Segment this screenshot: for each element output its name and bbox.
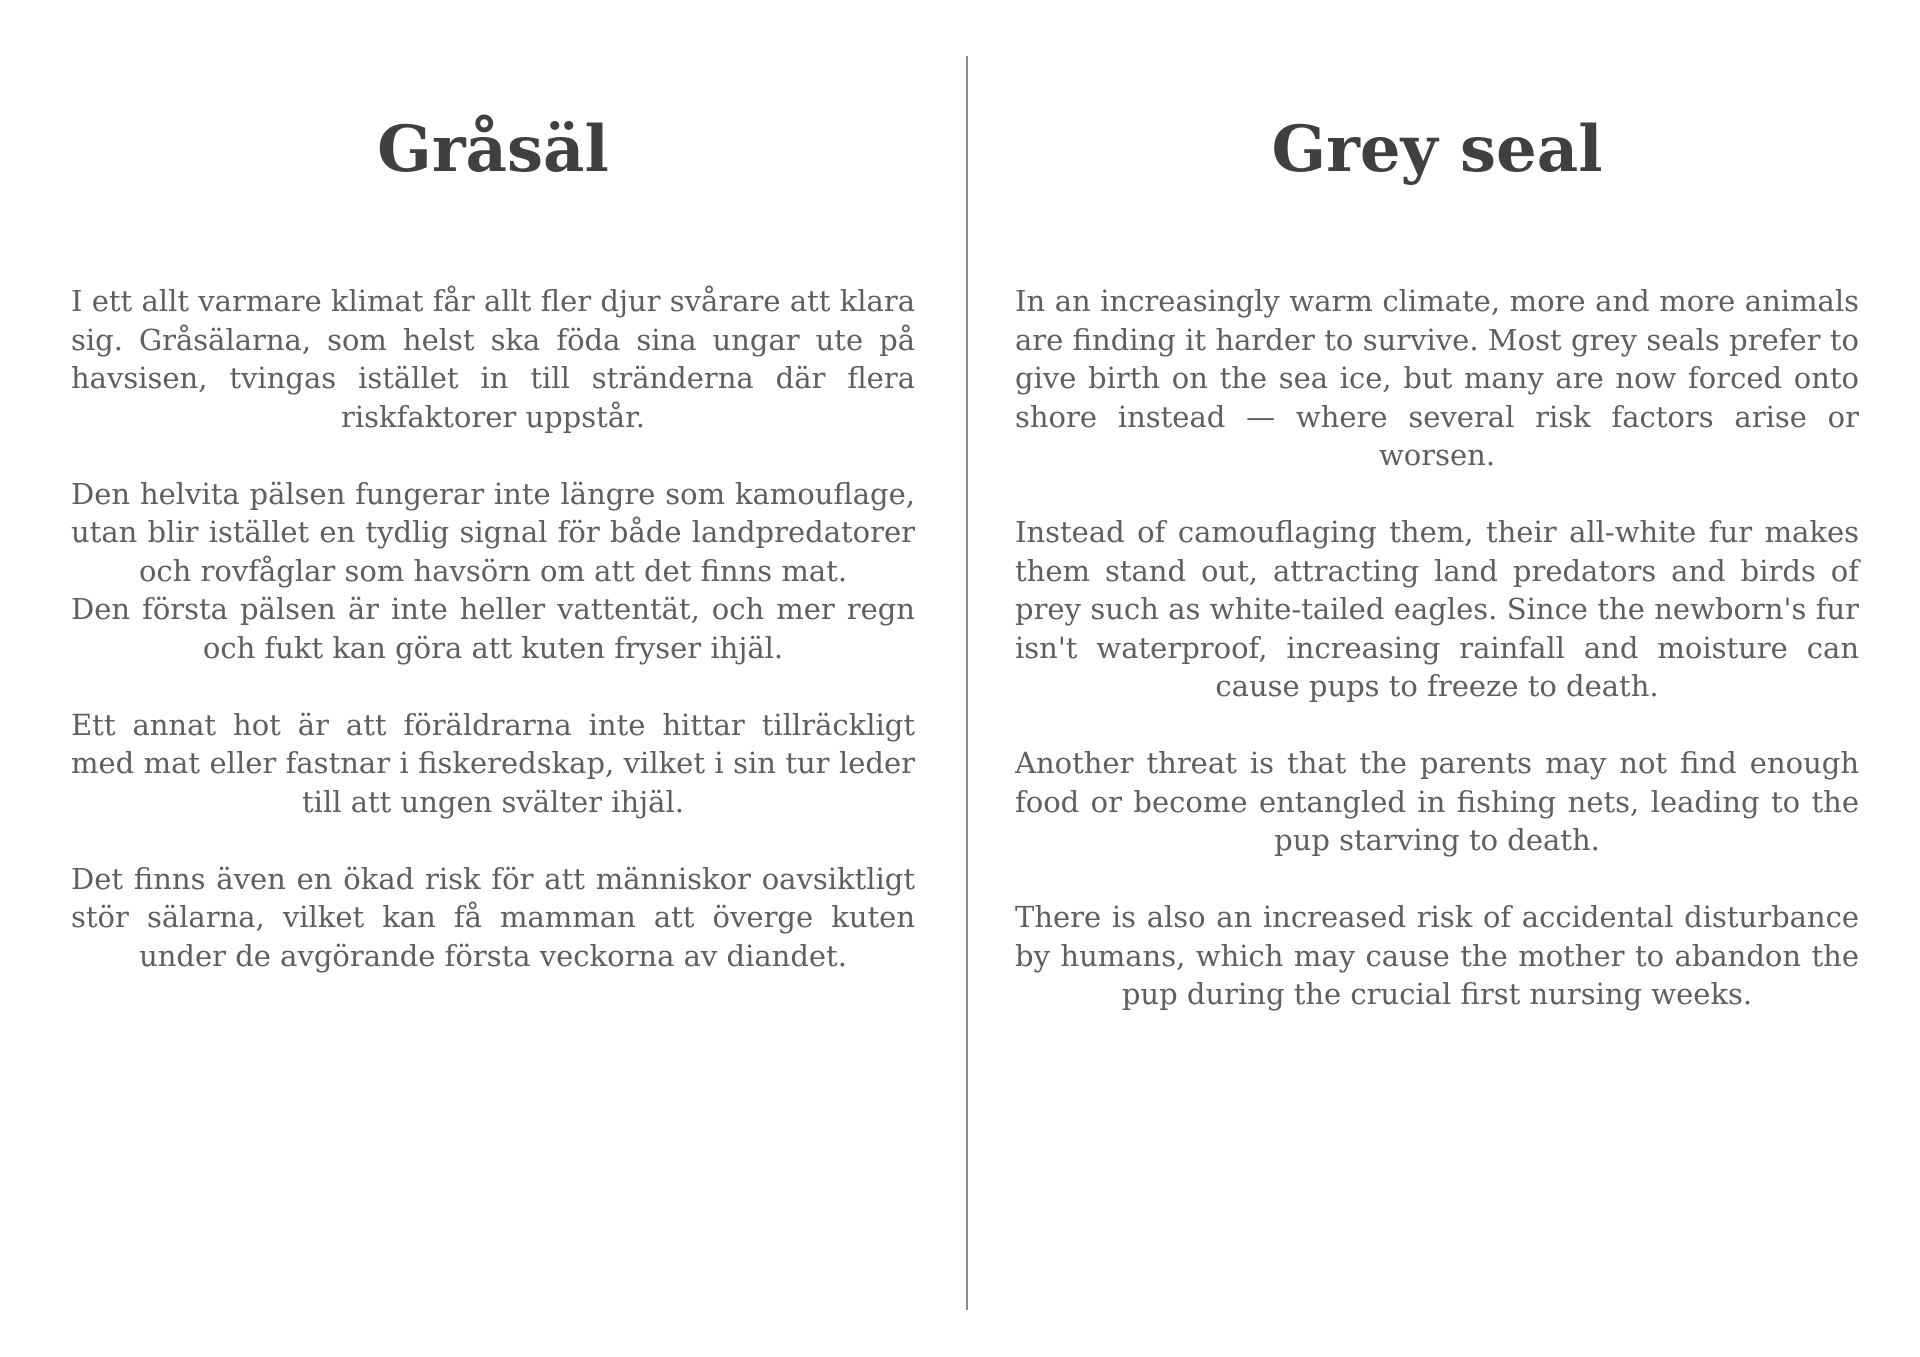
english-paragraph-2: Instead of camouflaging them, their all-white fur makes them stand out, attracting land predators and birds of prey such as white-tailed eagles. Since the newborn's fur isn't waterproof, increasing rainfall and moisture can cause pups to freeze to death. [1015,515,1859,703]
swedish-paragraph-1: I ett allt varmare klimat får allt fler djur svårare att klara sig. Gråsälarna, som helst ska föda sina ungar ute på havsisen, tvingas istället in till stränderna där flera riskfaktorer uppstår. [71,284,915,434]
english-title: Grey seal [1271,112,1603,187]
swedish-paragraph-2 [71,475,915,668]
swedish-paragraph-2-part-1: Den helvita pälsen fungerar inte längre som kamouflage, utan blir istället en tydlig signal för både landpredatorer och rovfåglar som havsörn om att det finns mat. [71,476,915,588]
swedish-title: Gråsäl [377,112,609,187]
swedish-body [71,282,915,1014]
english-paragraph-4: There is also an increased risk of accidental disturbance by humans, which may cause the mother to abandon the pup during the crucial first nursing weeks. [1015,900,1859,1011]
swedish-paragraph-2-part-2: Den första pälsen är inte heller vattentät, och mer regn och fukt kan göra att kuten fryser ihjäl. [71,592,915,665]
swedish-paragraph-4: Det finns även en ökad risk för att människor oavsiktligt stör sälarna, vilket kan få mamman att överge kuten under de avgörande första veckorna av diandet. [71,861,915,973]
swedish-paragraph-3: Ett annat hot är att föräldrarna inte hittar tillräckligt med mat eller fastnar i fiskeredskap, vilket i sin tur leder till att ungen svälter ihjäl. [71,707,915,819]
english-body [1015,282,1859,1052]
column-divider [966,56,968,1310]
english-paragraph-1: In an increasingly warm climate, more and more animals are finding it harder to survive. Most grey seals prefer to give birth on the sea ice, but many are now forced onto shore instead — where several risk factors arise or worsen. [1015,284,1859,472]
english-paragraph-3: Another threat is that the parents may not find enough food or become entangled in fishing nets, leading to the pup starving to death. [1015,746,1859,857]
